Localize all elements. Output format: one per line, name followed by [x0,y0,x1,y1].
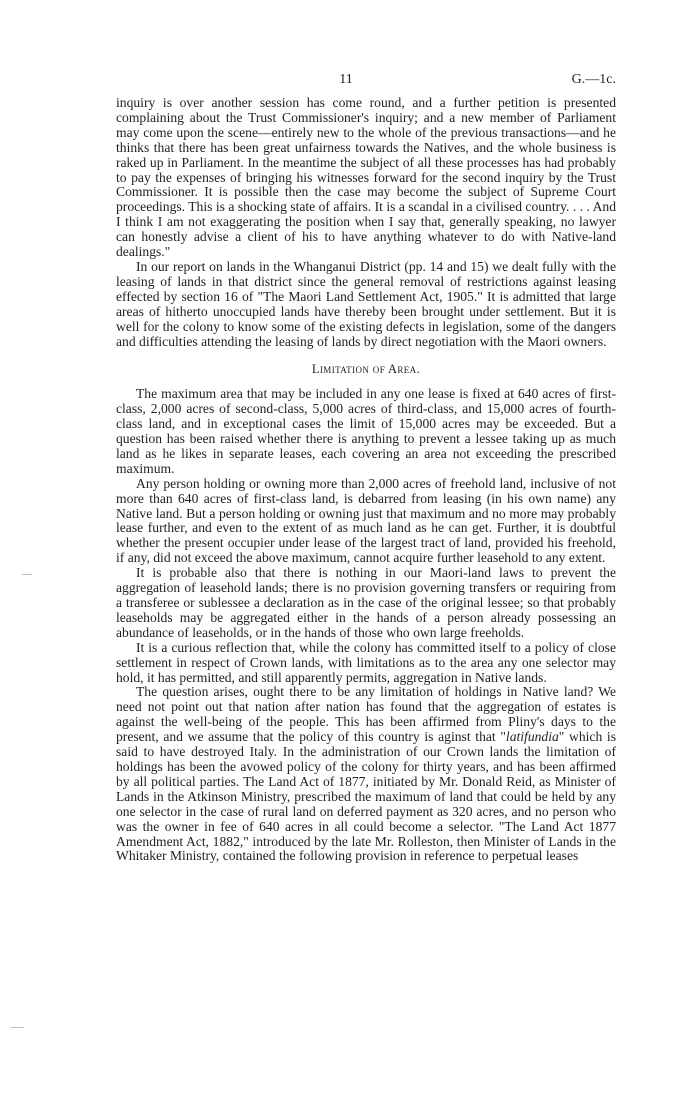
page-header [116,72,616,94]
text-before-italic: The question arises, ought there to be any limitation of holdings in Native land? We need not point out that nation after nation has found that the aggregation of estates is against the well-being of the people. This has been affirmed from Pliny's days to the present, and we assume that the policy of this country is aginst that " [116,684,616,745]
paragraph-continued-quote: inquiry is over another session has come round, and a further petition is presented complaining about the Trust Commissioner's inquiry; and a new member of Parliament may come upon the scene—entirely new to the whole of the previous transactions—and he thinks that there has been great unfairness towards the Natives, and the whole business is raked up in Parliament. In the meantime the subject of all these processes has had probably to pay the expenses of bringing his witnesses forward for the second inquiry by the Trust Commissioner. It is possible then the case may become the subject of Supreme Court proceedings. This is a shocking state of affairs. It is a scandal in a civilised country. . . . And I think I am not exaggerating the position when I say that, generally speaking, no lawyer can honestly advise a client of his to have anything whatever to do with Native-land dealings." [116,95,616,260]
paragraph-freehold-limit: Any person holding or owning more than 2,000 acres of freehold land, inclusive of not more than 640 acres of first-class land, is debarred from leasing (in his own name) any Native land. But a person holding or owning just that maximum and no more may probably lease further, and even to the extent of as much land as he can get. Further, it is doubtful whether the present occupier under lease of the largest tract of land, provided his freehold, if any, did not exceed the above maximum, cannot acquire further leasehold to any extent. [116,475,616,566]
page-number: 11 [339,72,353,87]
section-heading: Limitation of Area. [311,362,421,377]
scan-mark [22,574,32,575]
italic-term: latifundia [505,729,559,745]
paragraph-limitation-question [116,685,616,864]
paragraph-whanganui-report: In our report on lands in the Whanganui District (pp. 14 and 15) we dealt fully with the leasing of lands in that district since the general removal of restrictions against leasing effected by section 16 of "The Maori Land Settlement Act, 1905." It is admitted that large areas of hitherto unoccupied lands have thereby been brought under settlement. But it is well for the colony to know some of the existing defects in legislation, some of the dangers and difficulties attending the leasing of lands by direct negotiation with the Maori owners. [116,258,616,349]
paragraph-curious-reflection: It is a curious reflection that, while the colony has committed itself to a policy of close settlement in respect of Crown lands, with limitations as to the area any one selector may hold, it has permitted, and still apparently permits, aggregation in Native lands. [116,639,616,685]
text-after-italic: " which is said to have destroyed Italy. In the administration of our Crown lands the limitation of holdings has been the avowed policy of the colony for thirty years, and has been affirmed by all political parties. The Land Act of 1877, initiated by Mr. Donald Reid, as Minister of Lands in the Atkinson Ministry, prescribed the maximum of land that could be held by any one selector in the case of rural land on deferred payment as 320 acres, and no person who was the owner in fee of 640 acres in all could become a selector. "The Land Act 1877 Amendment Act, 1882," introduced by the late Mr. Rolleston, then Minister of Lands in the Whitaker Ministry, contained the following provision in reference to perpetual leases [116,729,616,864]
paragraph-aggregation: It is probable also that there is nothing in our Maori-land laws to prevent the aggregation of leasehold lands; there is no provision governing transfers or requiring from a transferee or sublessee a declaration as in the case of the original lessee; so that probably leaseholds may be aggregated either in the hands of a person already possessing an abundance of leaseholds, or in the hands of those who own large freeholds. [116,565,616,640]
scan-mark [10,1027,24,1028]
body-text [116,96,616,864]
document-reference: G.—1c. [571,72,616,87]
paragraph-maximum-area: The maximum area that may be included in any one lease is fixed at 640 acres of first-class, 2,000 acres of second-class, 5,000 acres of third-class, and 15,000 acres of fourth-class land, and in exceptional cases the limit of 15,000 acres may be exceeded. But a question has been raised whether there is anything to prevent a lessee taking up as much land as he likes in separate leases, each covering an area not exceeding the prescribed maximum. [116,386,616,476]
